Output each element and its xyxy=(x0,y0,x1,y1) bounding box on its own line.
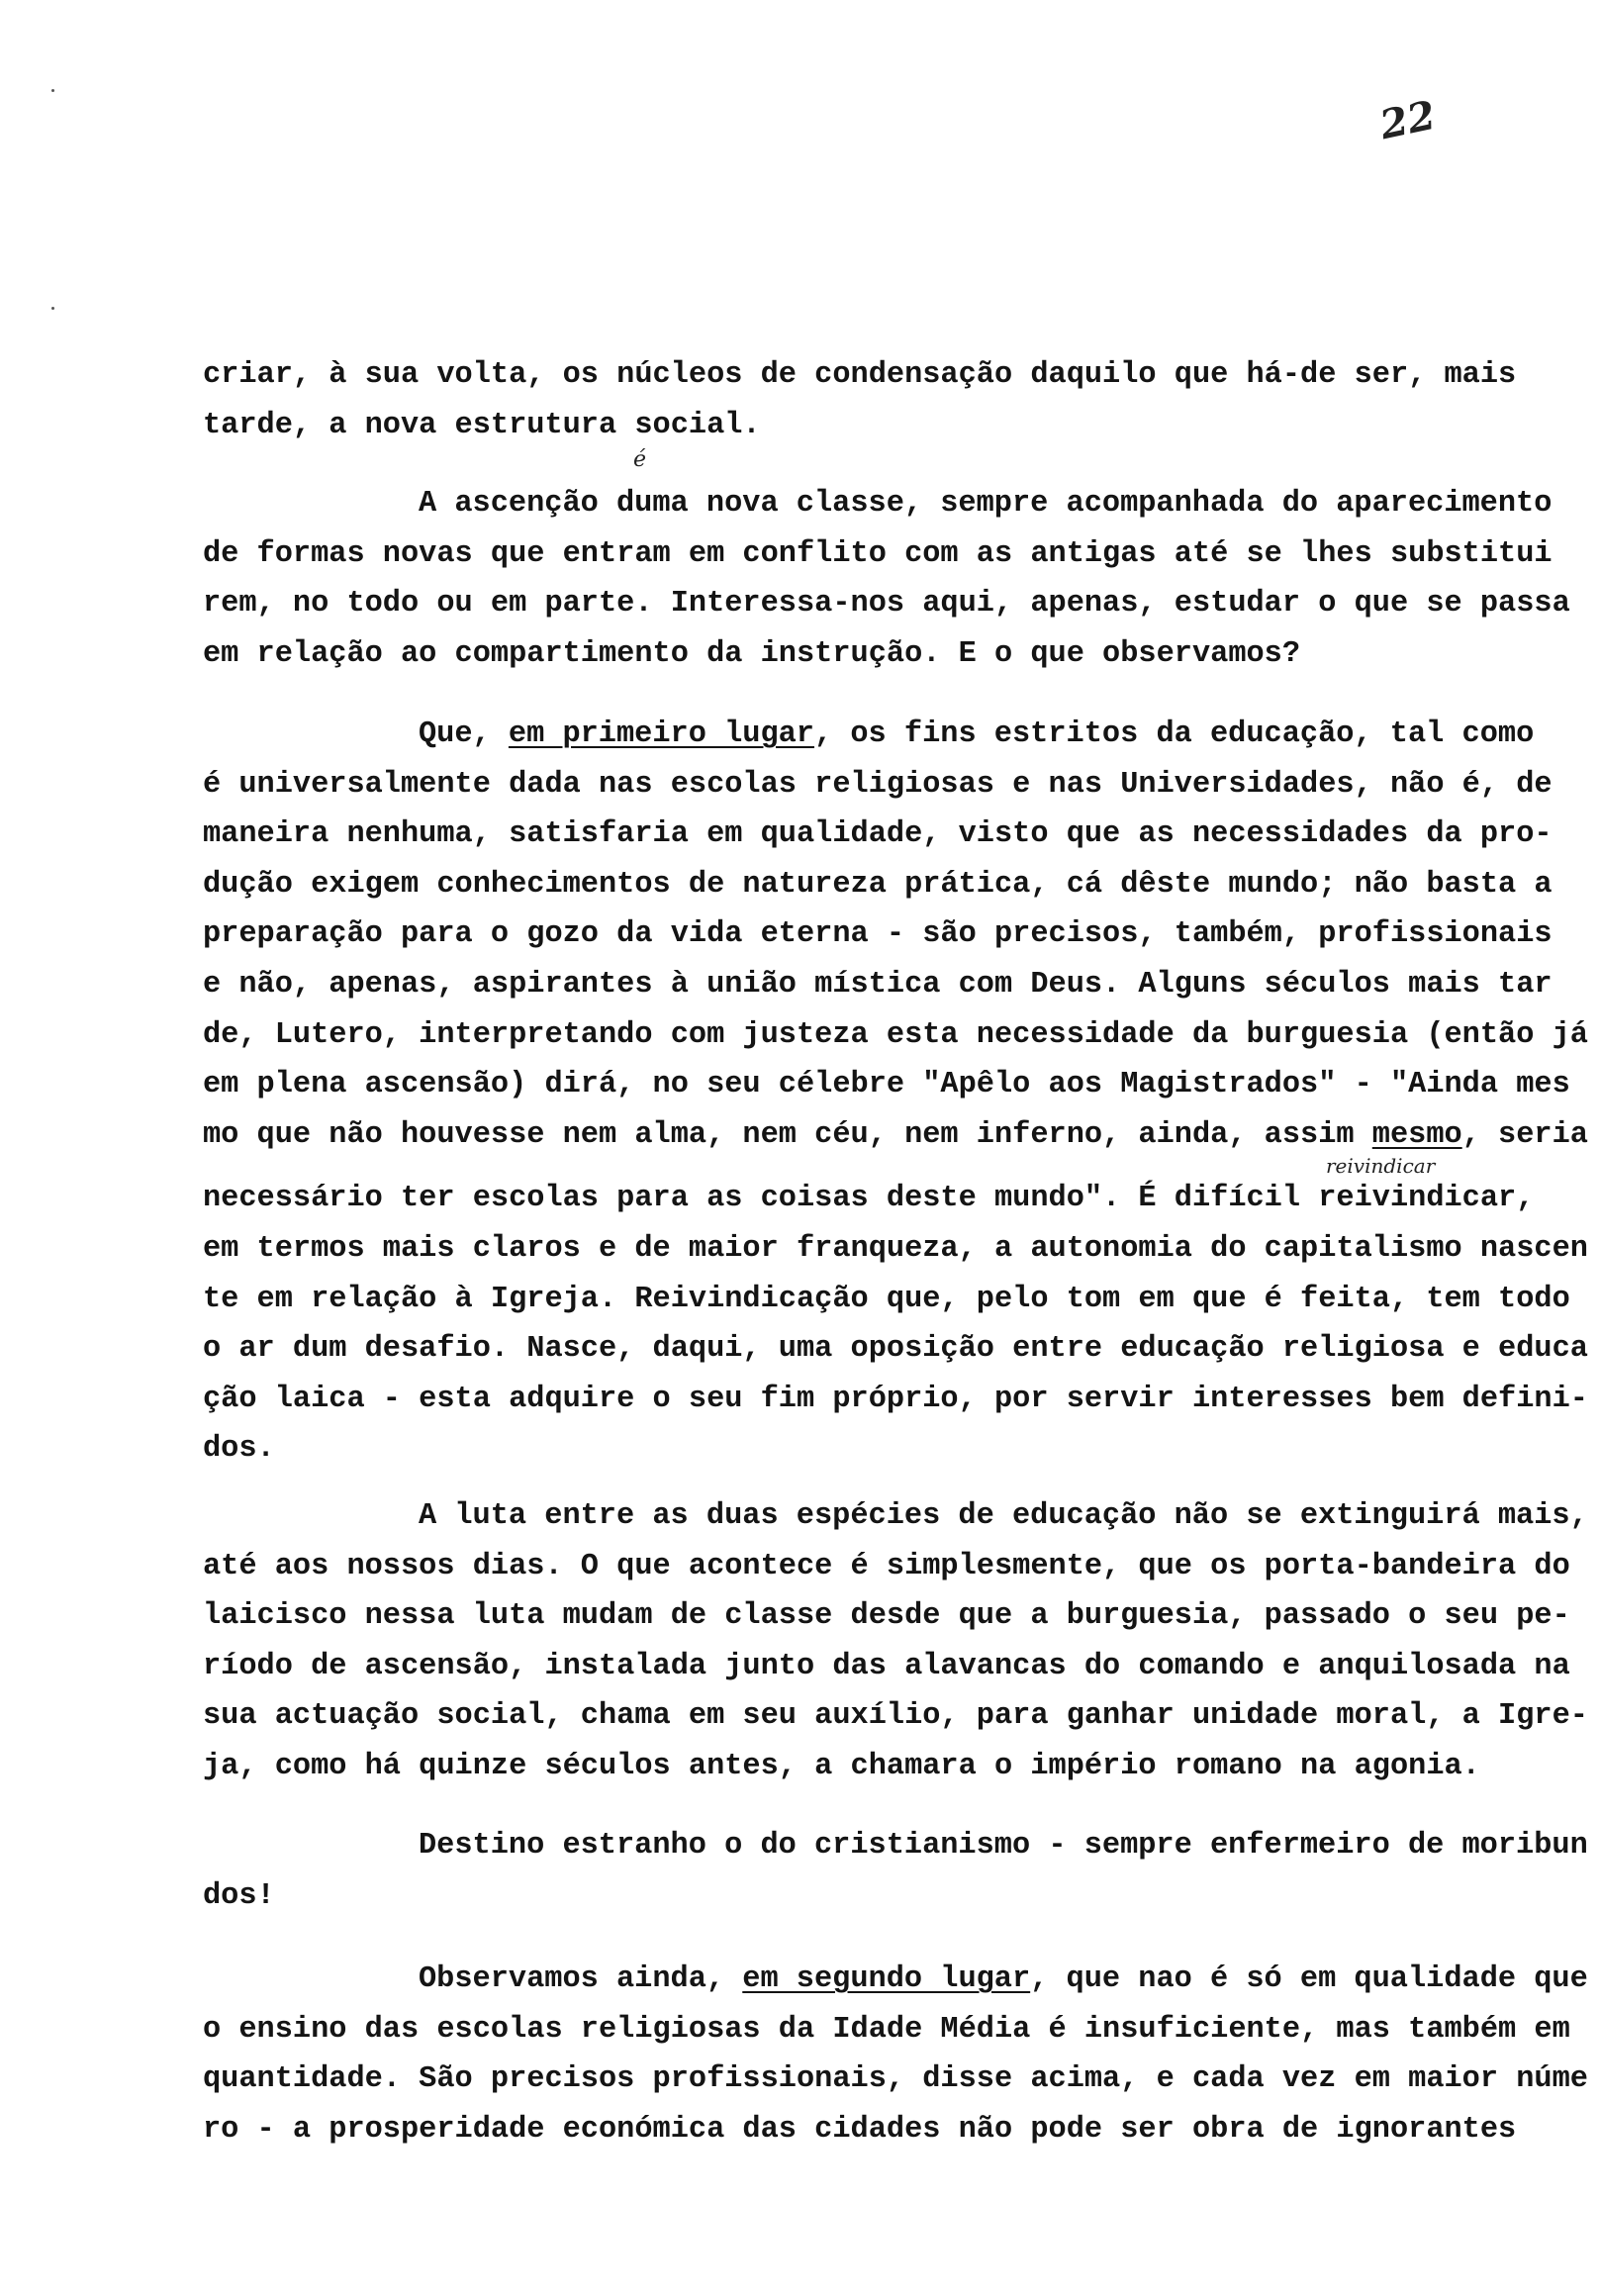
text-line: A ascenção duma nova classe, sempre acompanhada do aparecimento xyxy=(419,487,1552,521)
text-line: em relação ao compartimento da instrução. E o que observamos? xyxy=(203,636,1301,671)
scan-speck xyxy=(51,89,54,92)
text-line: ríodo de ascensão, instalada junto das alavancas do comando e anquilosada na xyxy=(203,1649,1570,1683)
text-line: dução exigem conhecimentos de natureza prática, cá dêste mundo; não basta a xyxy=(203,867,1552,902)
paragraph-2 xyxy=(203,479,1599,679)
text-line: necessário ter escolas para as coisas deste mundo". É difícil reivindicar, xyxy=(203,1182,1535,1216)
text-line: rem, no todo ou em parte. Interessa-nos aqui, apenas, estudar o que se passa xyxy=(203,587,1570,622)
text-segment: mo que não houvesse nem alma, nem céu, nem inferno, ainda, assim xyxy=(203,1117,1372,1152)
text-line: criar, à sua volta, os núcleos de condensação daquilo que há-de ser, mais xyxy=(203,358,1517,392)
text-line: Destino estranho o do cristianismo - sempre enfermeiro de moribun xyxy=(419,1829,1588,1863)
text-line: tarde, a nova estrutura social. xyxy=(203,408,761,442)
text-segment: , que nao é só em qualidade que xyxy=(1030,1962,1588,1996)
text-line: o ar dum desafio. Nasce, daqui, uma oposição entre educação religiosa e educa xyxy=(203,1332,1588,1367)
text-line xyxy=(203,1955,1599,2005)
text-line: é universalmente dada nas escolas religiosas e nas Universidades, não é, de xyxy=(203,767,1552,802)
paragraph-3 xyxy=(203,710,1599,1475)
paragraph-5 xyxy=(203,1821,1599,1921)
scan-speck xyxy=(51,307,54,310)
text-segment: , os fins estritos da educação, tal como xyxy=(814,718,1535,751)
underlined-text: em primeiro lugar xyxy=(508,718,814,751)
text-line: quantidade. São precisos profissionais, disse acima, e cada vez em maior núme xyxy=(203,2062,1588,2097)
text-line: em plena ascensão) dirá, no seu célebre "Apêlo aos Magistrados" - "Ainda mes xyxy=(203,1068,1570,1102)
text-line: laicisco nessa luta mudam de classe desde que a burguesia, passado o seu pe- xyxy=(203,1599,1570,1634)
underlined-text: em segundo lugar xyxy=(742,1962,1031,1996)
text-line: até aos nossos dias. O que acontece é simplesmente, que os porta-bandeira do xyxy=(203,1549,1570,1583)
text-line: dos! xyxy=(203,1878,275,1913)
text-line xyxy=(203,710,1599,760)
text-line: ja, como há quinze séculos antes, a chamara o império romano na agonia. xyxy=(203,1749,1480,1783)
handwritten-page-number: 22 xyxy=(1375,91,1440,149)
text-line: de formas novas que entram em conflito com as antigas até se lhes substitui xyxy=(203,536,1552,571)
text-line: em termos mais claros e de maior franqueza, a autonomia do capitalismo nascen xyxy=(203,1231,1588,1266)
paragraph-4 xyxy=(203,1491,1599,1792)
paragraph-1 xyxy=(203,350,1599,450)
text-line: dos. xyxy=(203,1432,275,1467)
text-line: te em relação à Igreja. Reivindicação que, pelo tom em que é feita, tem todo xyxy=(203,1282,1570,1316)
text-segment: Que, xyxy=(419,718,509,751)
text-line xyxy=(203,1110,1599,1161)
text-line: A luta entre as duas espécies de educação não se extinguirá mais, xyxy=(419,1499,1588,1533)
text-line: maneira nenhuma, satisfaria em qualidade, visto que as necessidades da pro- xyxy=(203,817,1552,852)
handwritten-insertion: é xyxy=(633,447,647,472)
handwritten-correction: reivindicar xyxy=(1326,1154,1436,1178)
text-line: ção laica - esta adquire o seu fim próprio, por servir interesses bem defini- xyxy=(203,1382,1588,1416)
paragraph-6 xyxy=(203,1955,1599,2154)
text-segment: , seria xyxy=(1461,1117,1588,1152)
text-line: e não, apenas, aspirantes à união mística com Deus. Alguns séculos mais tar xyxy=(203,967,1552,1002)
text-line: o ensino das escolas religiosas da Idade Média é insuficiente, mas também em xyxy=(203,2012,1570,2047)
text-line: de, Lutero, interpretando com justeza esta necessidade da burguesia (então já xyxy=(203,1017,1588,1052)
text-segment: Observamos ainda, xyxy=(419,1962,743,1996)
text-line: preparação para o gozo da vida eterna - são precisos, também, profissionais xyxy=(203,917,1552,952)
text-line: ro - a prosperidade económica das cidades não pode ser obra de ignorantes xyxy=(203,2112,1517,2147)
underlined-text: mesmo xyxy=(1371,1117,1462,1152)
text-line: sua actuação social, chama em seu auxílio, para ganhar unidade moral, a Igre- xyxy=(203,1699,1588,1734)
